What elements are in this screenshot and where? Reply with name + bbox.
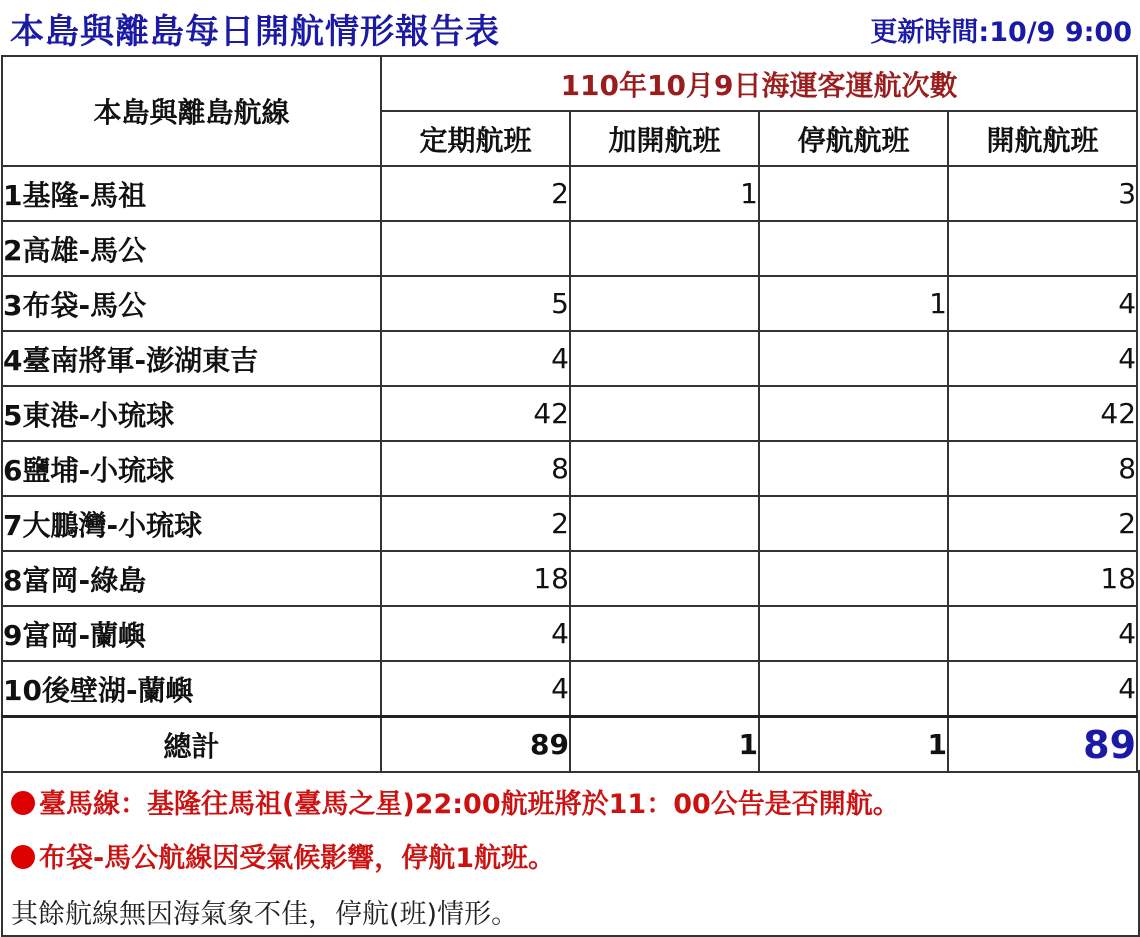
table-row	[2, 441, 1137, 496]
page-title: 本島與離島每日開航情形報告表	[10, 12, 500, 52]
note-item	[11, 892, 518, 931]
scheduled-count: 2	[381, 496, 570, 551]
scheduled-count	[381, 221, 570, 276]
route-column-header: 本島與離島航線	[2, 56, 381, 166]
suspended-count	[759, 496, 948, 551]
total-added: 1	[570, 717, 759, 773]
header	[0, 0, 1140, 54]
table-row	[2, 496, 1137, 551]
route-name: 3布袋-馬公	[2, 276, 381, 331]
scheduled-count: 42	[381, 386, 570, 441]
suspended-count	[759, 661, 948, 717]
table-row	[2, 331, 1137, 386]
suspended-count	[759, 166, 948, 221]
operating-count: 18	[948, 551, 1137, 606]
added-count	[570, 331, 759, 386]
table-row	[2, 166, 1137, 221]
notes-section	[1, 770, 1140, 937]
column-header-added: 加開航班	[570, 111, 759, 166]
added-count	[570, 606, 759, 661]
scheduled-count: 2	[381, 166, 570, 221]
operating-count: 42	[948, 386, 1137, 441]
operating-count: 4	[948, 661, 1137, 717]
total-scheduled: 89	[381, 717, 570, 773]
route-name: 7大鵬灣-小琉球	[2, 496, 381, 551]
total-label: 總計	[2, 717, 381, 773]
date-header: 110年10月9日海運客運航次數	[381, 56, 1137, 111]
suspended-count	[759, 221, 948, 276]
scheduled-count: 4	[381, 661, 570, 717]
red-dot-icon	[11, 791, 35, 815]
route-name: 1基隆-馬祖	[2, 166, 381, 221]
added-count	[570, 386, 759, 441]
table-row	[2, 386, 1137, 441]
scheduled-count: 5	[381, 276, 570, 331]
table-row	[2, 221, 1137, 276]
suspended-count	[759, 331, 948, 386]
note-item	[11, 782, 900, 821]
operating-count: 4	[948, 331, 1137, 386]
note-text: 其餘航線無因海氣象不佳，停航(班)情形。	[11, 899, 519, 930]
suspended-count: 1	[759, 276, 948, 331]
note-text: 布袋-馬公航線因受氣候影響，停航1航班。	[39, 843, 555, 874]
operating-count: 3	[948, 166, 1137, 221]
column-header-suspended: 停航航班	[759, 111, 948, 166]
column-header-scheduled: 定期航班	[381, 111, 570, 166]
total-suspended: 1	[759, 717, 948, 773]
suspended-count	[759, 441, 948, 496]
total-row	[2, 717, 1137, 773]
update-time: 更新時間:10/9 9:00	[870, 17, 1132, 48]
route-name: 8富岡-綠島	[2, 551, 381, 606]
table-row	[2, 276, 1137, 331]
scheduled-count: 4	[381, 606, 570, 661]
route-name: 5東港-小琉球	[2, 386, 381, 441]
scheduled-count: 18	[381, 551, 570, 606]
added-count	[570, 441, 759, 496]
route-name: 4臺南將軍-澎湖東吉	[2, 331, 381, 386]
note-item	[11, 836, 555, 875]
added-count	[570, 276, 759, 331]
added-count	[570, 496, 759, 551]
route-name: 2高雄-馬公	[2, 221, 381, 276]
scheduled-count: 4	[381, 331, 570, 386]
table-row	[2, 551, 1137, 606]
table-row	[2, 606, 1137, 661]
scheduled-count: 8	[381, 441, 570, 496]
operating-count: 4	[948, 606, 1137, 661]
operating-count	[948, 221, 1137, 276]
table-row	[2, 661, 1137, 717]
sailing-report-table	[1, 55, 1138, 773]
red-dot-icon	[11, 845, 35, 869]
added-count	[570, 661, 759, 717]
route-name: 9富岡-蘭嶼	[2, 606, 381, 661]
added-count: 1	[570, 166, 759, 221]
suspended-count	[759, 386, 948, 441]
note-text: 臺馬線：基隆往馬祖(臺馬之星)22:00航班將於11：00公告是否開航。	[39, 789, 900, 820]
route-name: 6鹽埔-小琉球	[2, 441, 381, 496]
operating-count: 2	[948, 496, 1137, 551]
operating-count: 4	[948, 276, 1137, 331]
total-operating: 89	[948, 717, 1137, 773]
route-name: 10後壁湖-蘭嶼	[2, 661, 381, 717]
added-count	[570, 221, 759, 276]
added-count	[570, 551, 759, 606]
suspended-count	[759, 606, 948, 661]
column-header-operating: 開航航班	[948, 111, 1137, 166]
suspended-count	[759, 551, 948, 606]
operating-count: 8	[948, 441, 1137, 496]
